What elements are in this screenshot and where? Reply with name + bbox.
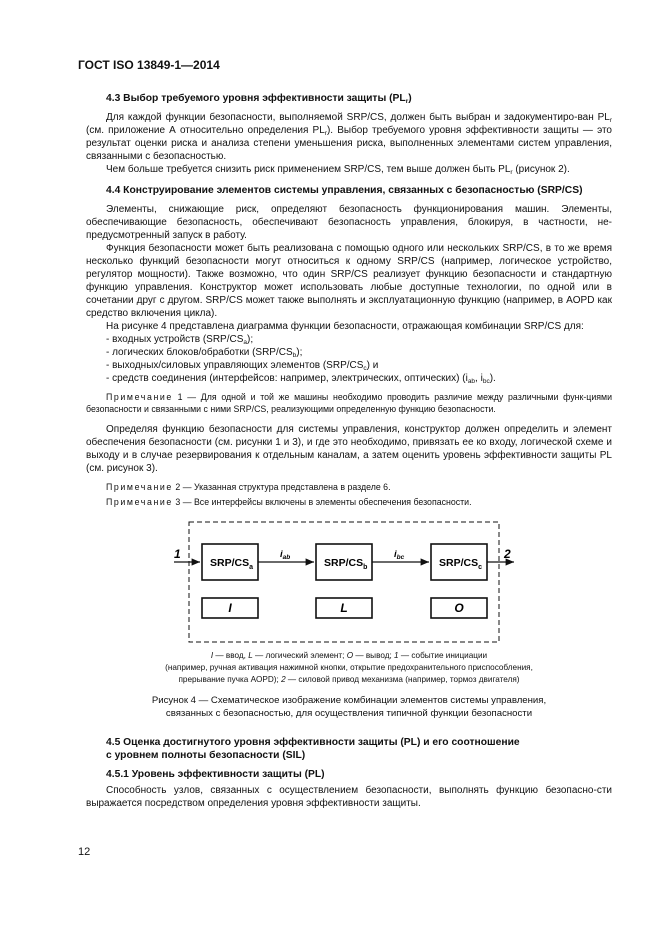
- list-item-interfaces: - средств соединения (интерфейсов: например, электрических, оптических) ($i_{ab}$, $i_{bc}$).: [106, 373, 496, 385]
- section-4-4-paragraph-2: Функция безопасности может быть реализована с помощью одного или нескольких SRP/CS, в то же время несколько функций безопасности могут относиться к одному SRP/CS (например, логическое устройство, регулятор мощности). Также возможно, что один SRP/CS реализует функцию безопасности и стандартную функцию управления. Конструктор может использовать любые доступные технологии, по одной или в сочетании друг с другом. SRP/CS может также выполнять и эксплуатационную функцию (например, в AOPD как средство включения цикла).: [86, 243, 612, 319]
- section-4-5-title-line-1: 4.5 Оценка достигнутого уровня эффективности защиты (PL) и его соотношение: [106, 737, 520, 748]
- note-3: Примечание 3 — Все интерфейсы включены в элементы обеспечения безопасности.: [106, 497, 472, 507]
- figure-4-legend-line-1: I — ввод, L — логический элемент; O — вывод; 1 — событие инициации: [210, 651, 488, 660]
- output-element-label: O: [454, 601, 464, 615]
- section-4-5-1-title: 4.5.1 Уровень эффективности защиты (PL): [106, 769, 325, 780]
- output-event-number: 2: [504, 547, 511, 561]
- document-content: [86, 92, 612, 810]
- section-4-4-paragraph-3: На рисунке 4 представлена диаграмма функции безопасности, отражающая комбинации SRP/CS для:: [106, 321, 584, 332]
- figure-4-legend-line-2: (например, ручная активация нажимной кнопки, открытие предохранительного приспособления,: [165, 663, 533, 672]
- section-4-4-paragraph-1: Элементы, снижающие риск, определяют безопасность функционирования машин. Элементы, обеспечивающие безопасность, обеспечивают безопасность управления, блокируя, в частности, не-предусмотренный запуск в работу.: [86, 204, 612, 241]
- standard-header: ГОСТ ISO 13849-1—2014: [78, 58, 220, 72]
- srpcs-b-label: SRP/$CS_b$: [324, 557, 368, 571]
- section-4-3-title: 4.3 Выбор требуемого уровня эффективности защиты $(PL_r)$: [106, 93, 412, 105]
- input-event-number: 1: [174, 547, 181, 561]
- section-4-5-1-paragraph-1: Способность узлов, связанных с осуществлением безопасности, выполнять функцию безопасно-сти выражается посредством определения уровня эффективности защиты.: [86, 785, 612, 809]
- figure-4-diagram: [86, 514, 612, 644]
- figure-4-caption-line-2: связанных с безопасностью, для осуществления типичной функции безопасности: [165, 708, 533, 719]
- section-4-4-paragraph-4: Определяя функцию безопасности для системы управления, конструктор должен определить и элемент обеспечения безопасности (см. рисунки 1 и 3), и где это необходимо, привязать ее ко входу, логической схеме и выходу и в случае резервирования к отдельным каналам, а затем оценить уровень эффективности защиты PL (см. рисунок 3).: [86, 424, 612, 474]
- list-item-input-devices: - входных устройств $(SRP/CS_a)$;: [106, 334, 254, 346]
- logic-element-label: L: [340, 601, 348, 615]
- figure-4-caption-line-1: Рисунок 4 — Схематическое изображение комбинации элементов системы управления,: [151, 695, 547, 706]
- figure-4-svg: [86, 514, 612, 644]
- srpcs-c-label: SRP/$CS_c$: [439, 557, 482, 571]
- section-4-3-paragraph-2: Чем больше требуется снизить риск применением SRP/CS, тем выше должен быть $PL_r$ (рисунок 2).: [106, 164, 570, 176]
- figure-4-legend-line-3: прерывание пучка AOPD); 2 — силовой привод механизма (например, тормоз двигателя): [178, 675, 520, 684]
- list-item-logic-blocks: - логических блоков/обработки $(SRP/CS_b)$;: [106, 347, 303, 359]
- section-4-4-title: 4.4 Конструирование элементов системы управления, связанных с безопасностью (SRP/CS): [106, 185, 583, 196]
- page-number: 12: [78, 846, 91, 858]
- safety-function-frame: [189, 522, 499, 642]
- srpcs-a-label: SRP/$CS_a$: [210, 557, 253, 571]
- section-4-3-paragraph-1: Для каждой функции безопасности, выполняемой SRP/CS, должен быть выбран и задокументиро-ван $PL_r$ (см. приложение А относительно определения $PL_r$). Выбор требуемого уровня эффективности защиты — это результат оценки риска и анализа степени уменьшения риска, выполненных элементами систем управления, связанными с безопасностью.: [86, 112, 612, 162]
- note-2: Примечание 2 — Указанная структура представлена в разделе 6.: [106, 482, 391, 492]
- interface-ab-label: $i_{ab}$: [280, 549, 291, 561]
- note-1: Примечание 1 — Для одной и той же машины необходимо проводить различие между различными функ-циями безопасности и связанными с ними SRP/CS, реализующими определенную функцию безопасности.: [86, 392, 612, 414]
- section-4-5-title-line-2: с уровнем полноты безопасности (SIL): [106, 750, 306, 761]
- list-item-output-elements: - выходных/силовых управляющих элементов $(SRP/CS_c)$ и: [106, 360, 379, 372]
- interface-bc-label: $i_{bc}$: [394, 549, 405, 561]
- input-element-label: I: [228, 601, 232, 615]
